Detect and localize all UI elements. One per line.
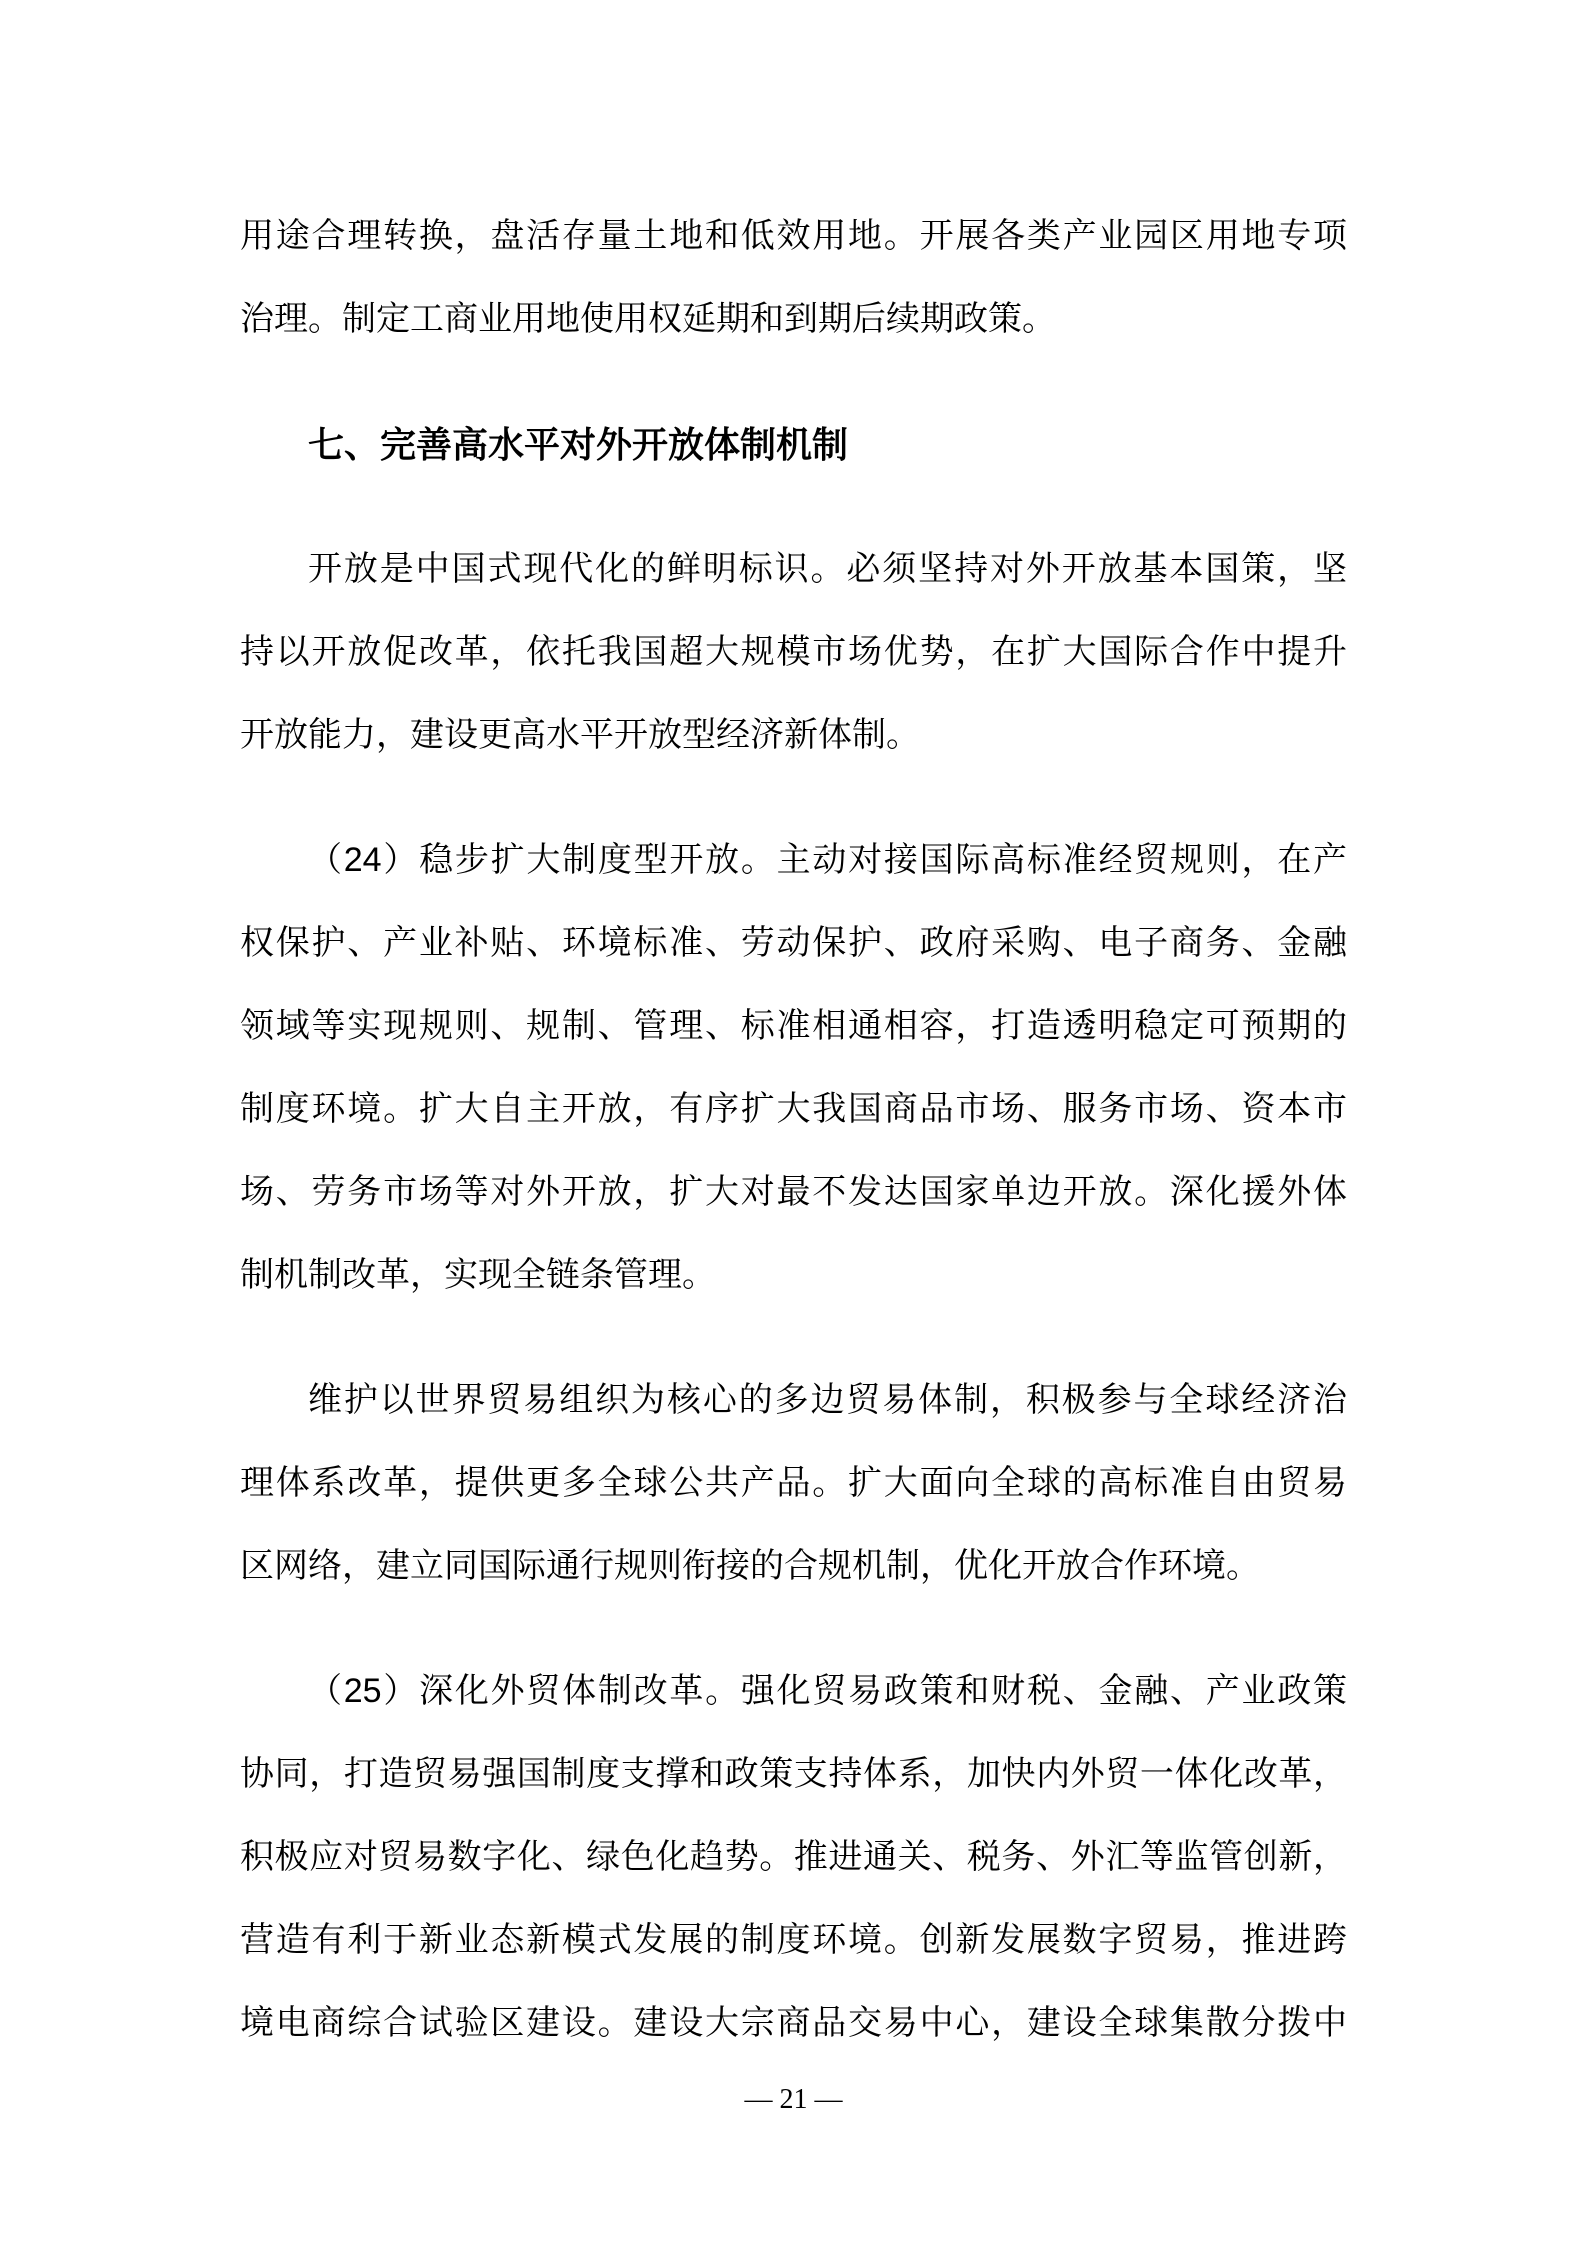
text-line: 营造有利于新业态新模式发展的制度环境。创新发展数字贸易，推进跨 [240,1921,1347,1959]
section-heading: 七、完善高水平对外开放体制机制 [308,424,849,465]
paragraph [240,1359,1347,1608]
document-body [240,195,1347,2065]
text-line: 维护以世界贸易组织为核心的多边贸易体制，积极参与全球经济治 [308,1381,1347,1419]
text-line: 制机制改革，实现全链条管理。 [240,1256,716,1294]
text-line: 积极应对贸易数字化、绿色化趋势。推进通关、税务、外汇等监管创新， [240,1838,1347,1876]
text-line: 协同，打造贸易强国制度支撑和政策支持体系，加快内外贸一体化改革， [240,1755,1347,1793]
paragraph [240,528,1347,777]
text-line: 领域等实现规则、规制、管理、标准相通相容，打造透明稳定可预期的 [240,1007,1347,1045]
text-line: 区网络，建立同国际通行规则衔接的合规机制，优化开放合作环境。 [240,1547,1260,1585]
text-line: 制度环境。扩大自主开放，有序扩大我国商品市场、服务市场、资本市 [240,1090,1347,1128]
text-line: 场、劳务市场等对外开放，扩大对最不发达国家单边开放。深化援外体 [240,1173,1347,1211]
page-number: — 21 — [744,2084,843,2115]
paragraph [240,819,1347,1317]
text-line: 用途合理转换，盘活存量土地和低效用地。开展各类产业园区用地专项 [240,217,1347,255]
paragraph [240,195,1347,361]
text-line: 开放能力，建设更高水平开放型经济新体制。 [240,716,920,754]
text-line: 权保护、产业补贴、环境标准、劳动保护、政府采购、电子商务、金融 [240,924,1347,962]
text-line: 治理。制定工商业用地使用权延期和到期后续期政策。 [240,300,1056,338]
text-line: 持以开放促改革，依托我国超大规模市场优势，在扩大国际合作中提升 [240,633,1347,671]
text-line: 理体系改革，提供更多全球公共产品。扩大面向全球的高标准自由贸易 [240,1464,1347,1502]
text-line: 开放是中国式现代化的鲜明标识。必须坚持对外开放基本国策，坚 [308,550,1347,588]
paragraph [240,1650,1347,2065]
text-line: （24）稳步扩大制度型开放。主动对接国际高标准经贸规则，在产 [308,841,1347,879]
text-line: 境电商综合试验区建设。建设大宗商品交易中心，建设全球集散分拨中 [240,2004,1347,2042]
page-footer [0,2083,1587,2117]
text-line: （25）深化外贸体制改革。强化贸易政策和财税、金融、产业政策 [308,1672,1347,1710]
